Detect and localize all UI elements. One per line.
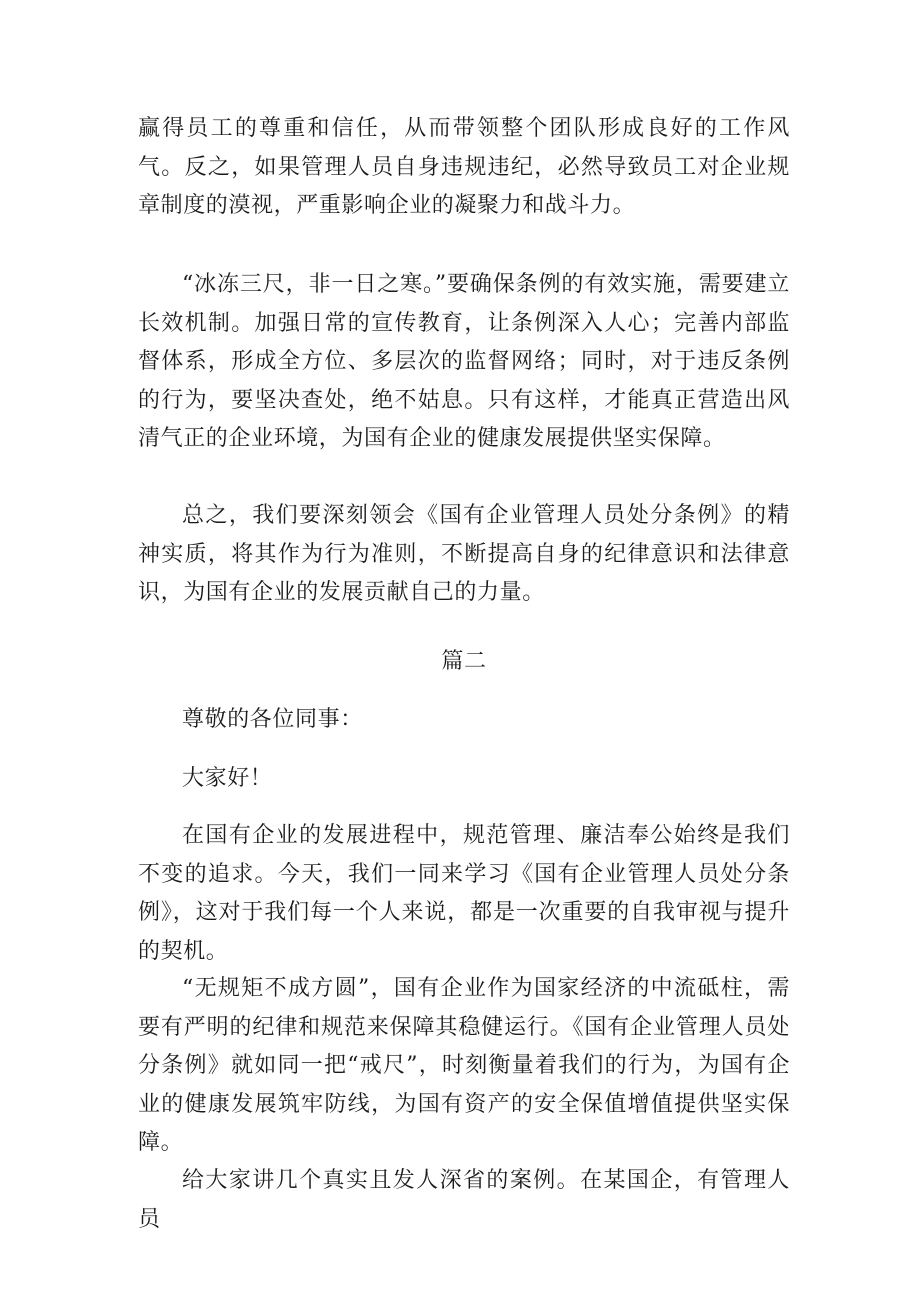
paragraph-conclusion: 总之，我们要深刻领会《国有企业管理人员处分条例》的精神实质，将其作为行为准则，不断提高自身的纪律意识和法律意识，为国有企业的发展贡献自己的力量。 <box>138 503 790 605</box>
greeting: 大家好！ <box>182 766 273 791</box>
paragraph-rules: “无规矩不成方圆”，国有企业作为国家经济的中流砥柱，需要有严明的纪律和规范来保障其稳健运行。《国有企业管理人员处分条例》就如同一把“戒尺”，时刻衡量着我们的行为，为国有企业的健康发展筑牢防线，为国有资产的安全保值增值提供坚实保障。 <box>138 976 790 1155</box>
paragraph-long-term-mechanism: “冰冻三尺，非一日之寒。”要确保条例的有效实施，需要建立长效机制。加强日常的宣传教育，让条例深入人心；完善内部监督体系，形成全方位、多层次的监督网络；同时，对于违反条例的行为，要坚决查处，绝不姑息。只有这样，才能真正营造出风清气正的企业环境，为国有企业的健康发展提供坚实保障。 <box>138 272 790 451</box>
salutation: 尊敬的各位同事： <box>182 707 363 732</box>
paragraph-introduction: 在国有企业的发展进程中，规范管理、廉洁奉公始终是我们不变的追求。今天，我们一同来学习《国有企业管理人员处分条例》，这对于我们每一个人来说，都是一次重要的自我审视与提升的契机。 <box>138 823 790 964</box>
paragraph-continued: 赢得员工的尊重和信任，从而带领整个团队形成良好的工作风气。反之，如果管理人员自身违规违纪，必然导致员工对企业规章制度的漠视，严重影响企业的凝聚力和战斗力。 <box>138 116 790 218</box>
paragraph-cases: 给大家讲几个真实且发人深省的案例。在某国企，有管理人员 <box>138 1168 790 1232</box>
section-heading: 篇二 <box>441 649 487 674</box>
